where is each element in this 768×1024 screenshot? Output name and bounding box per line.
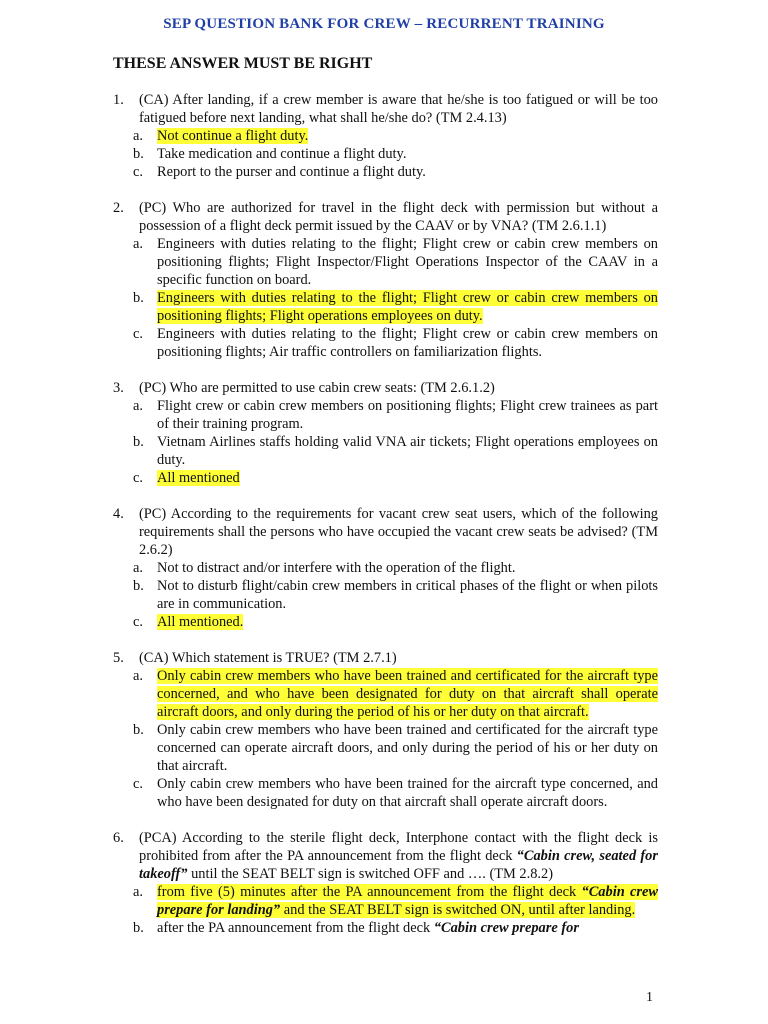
option-letter: a.: [133, 668, 143, 684]
option-item: [131, 613, 658, 631]
option-item: [131, 667, 658, 721]
option-letter: c.: [133, 776, 143, 792]
option-text-highlighted: All mentioned.: [157, 614, 244, 630]
option-text-highlighted: Not continue a flight duty.: [157, 128, 309, 144]
option-text: Engineers with duties relating to the flight; Flight crew or cabin crew members on positioning flights; Flight Inspector/Flight Operations Inspector of the CAAV in a specific function on board.: [157, 236, 658, 288]
question-text: (CA) Which statement is TRUE? (TM 2.7.1): [139, 650, 397, 666]
option-text-part: after the PA announcement from the flight deck: [157, 920, 434, 936]
option-item: [131, 433, 658, 469]
option-letter: b.: [133, 578, 144, 594]
question-number: 6.: [113, 830, 124, 846]
option-letter: c.: [133, 326, 143, 342]
option-item: [131, 577, 658, 613]
question-item: [113, 829, 658, 937]
option-list: [131, 397, 658, 487]
option-letter: b.: [133, 920, 144, 936]
option-letter: a.: [133, 128, 143, 144]
questions-container: [113, 91, 658, 811]
option-item: [131, 883, 658, 919]
question-text: (PC) Who are authorized for travel in the flight deck with permission but without a possession of a flight deck permit issued by the CAAV or by VNA? (TM 2.6.1.1): [139, 200, 658, 234]
option-text: Take medication and continue a flight duty.: [157, 146, 407, 162]
option-item: [131, 469, 658, 487]
question-item: [113, 91, 658, 181]
option-item: [131, 721, 658, 775]
option-list: [131, 235, 658, 361]
option-text-highlighted: Only cabin crew members who have been trained and certificated for the aircraft type concerned, and who have been designated for duty on that aircraft shall operate aircraft doors, and only during the period of his or her duty on that aircraft.: [157, 668, 658, 720]
option-letter: c.: [133, 470, 143, 486]
question-number: 2.: [113, 200, 124, 216]
option-text: Vietnam Airlines staffs holding valid VNA air tickets; Flight operations employees on duty.: [157, 434, 658, 468]
option-item: [131, 325, 658, 361]
option-letter: b.: [133, 290, 144, 306]
question-number: 4.: [113, 506, 124, 522]
option-item: [131, 397, 658, 433]
question-list: [113, 91, 658, 955]
option-text: Engineers with duties relating to the flight; Flight crew or cabin crew members on positioning flights; Air traffic controllers on familiarization flights.: [157, 326, 658, 360]
question-number: 3.: [113, 380, 124, 396]
option-letter: a.: [133, 884, 143, 900]
question-item: [113, 649, 658, 811]
option-list: [131, 127, 658, 181]
question-number: 1.: [113, 92, 124, 108]
question-quote: “Cabin crew, seated for takeoff”: [139, 848, 658, 882]
option-letter: a.: [133, 398, 143, 414]
option-list: [131, 559, 658, 631]
option-letter: c.: [133, 614, 143, 630]
option-item: [131, 775, 658, 811]
option-text: Not to distract and/or interfere with the operation of the flight.: [157, 560, 516, 576]
option-text-highlighted: [157, 884, 658, 918]
option-text-highlighted: Engineers with duties relating to the flight; Flight crew or cabin crew members on positioning flights; Flight operations employees on duty.: [157, 290, 658, 324]
option-letter: b.: [133, 722, 144, 738]
option-item: [131, 163, 658, 181]
option-letter: a.: [133, 236, 143, 252]
question-item: [113, 505, 658, 631]
option-letter: b.: [133, 146, 144, 162]
question-item: [113, 379, 658, 487]
option-item: [131, 289, 658, 325]
option-quote: “Cabin crew prepare for landing”: [157, 884, 658, 918]
option-text-highlighted: All mentioned: [157, 470, 240, 486]
option-text-part: from five (5) minutes after the PA announcement from the flight deck: [157, 884, 582, 900]
option-text: Not to disturb flight/cabin crew members in critical phases of the flight or when pilots are in communication.: [157, 578, 658, 612]
question-text: (PC) Who are permitted to use cabin crew seats: (TM 2.6.1.2): [139, 380, 495, 396]
option-item: [131, 235, 658, 289]
option-letter: b.: [133, 434, 144, 450]
question-text: (PC) According to the requirements for vacant crew seat users, which of the following requirements shall the persons who have occupied the vacant crew seats be advised? (TM 2.6.2): [139, 506, 658, 558]
document-header: SEP QUESTION BANK FOR CREW – RECURRENT TRAINING: [163, 16, 605, 32]
option-list: [131, 667, 658, 811]
option-list: [131, 883, 658, 937]
option-text: Only cabin crew members who have been trained for the aircraft type concerned, and who have been designated for duty on that aircraft shall operate aircraft doors.: [157, 776, 658, 810]
option-letter: a.: [133, 560, 143, 576]
question-item: [113, 199, 658, 361]
question-number: 5.: [113, 650, 124, 666]
option-item: [131, 145, 658, 163]
page-number: 1: [646, 990, 653, 1005]
question-text: [113, 829, 658, 883]
option-text: Only cabin crew members who have been trained and certificated for the aircraft type concerned can operate aircraft doors, and only during the period of his or her duty on that aircraft.: [157, 722, 658, 774]
option-item: [131, 127, 658, 145]
question-text-part: until the SEAT BELT sign is switched OFF and …. (TM 2.8.2): [187, 866, 554, 882]
question-text-part: (PCA) According to the sterile flight deck, Interphone contact with the flight deck is prohibited from after the PA announcement from the flight deck: [139, 830, 658, 864]
option-text: Flight crew or cabin crew members on positioning flights; Flight crew trainees as part of their training program.: [157, 398, 658, 432]
option-item: [131, 919, 658, 937]
section-heading: THESE ANSWER MUST BE RIGHT: [113, 55, 373, 72]
option-item: [131, 559, 658, 577]
option-quote: “Cabin crew prepare for: [433, 920, 579, 936]
option-letter: c.: [133, 164, 143, 180]
option-text: Report to the purser and continue a flight duty.: [157, 164, 426, 180]
question-text: (CA) After landing, if a crew member is aware that he/she is too fatigued or will be too fatigued before next landing, what shall he/she do? (TM 2.4.13): [139, 92, 658, 126]
option-text-part: and the SEAT BELT sign is switched ON, until after landing.: [280, 902, 636, 918]
